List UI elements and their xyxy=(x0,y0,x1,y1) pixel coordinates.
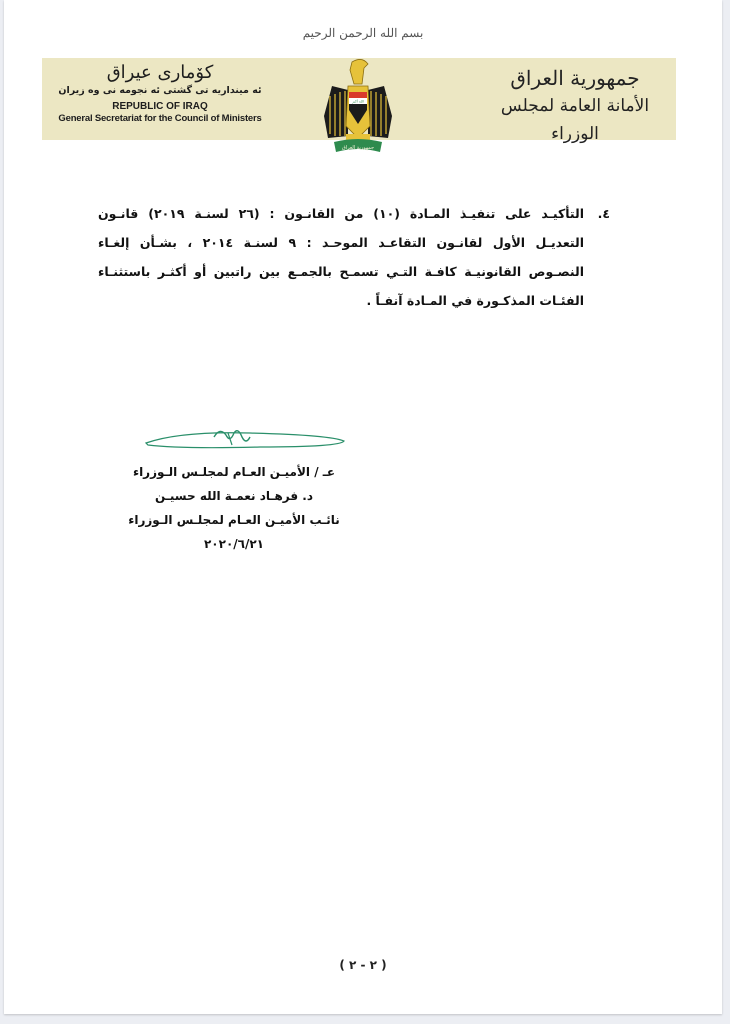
english-subtitle: General Secretariat for the Council of Ministers xyxy=(58,113,262,124)
body-line: النصـوص القانونيـة كافـة التـي تسمـح بالجمـع بين راتبين أو أكثـر باستثنـاء xyxy=(98,264,584,279)
on-behalf-line: عـ / الأميـن العـام لمجلـس الـوزراء xyxy=(132,465,336,479)
letterhead xyxy=(42,58,676,151)
body-line xyxy=(98,199,610,228)
basmala: بسم الله الرحمن الرحيم xyxy=(302,26,424,40)
eagle-wing-left xyxy=(324,86,348,138)
english-title: REPUBLIC OF IRAQ xyxy=(112,101,208,112)
arabic-title: جمهورية العراق xyxy=(510,66,640,90)
letterhead-left xyxy=(50,62,270,125)
iraq-eagle-emblem-icon xyxy=(318,56,398,160)
body-line: التعديـل الأول لقانـون التقاعـد الموحـد : ٩ لسنـة ٢٠١٤ ، بشـأن إلغـاء xyxy=(98,235,584,250)
shield-text: الله أكبر xyxy=(352,99,364,104)
document-page xyxy=(4,0,722,1014)
page-number: ( ٢ - ٢ ) xyxy=(339,958,387,972)
kurdish-title: كۆماری عیراق xyxy=(106,62,214,83)
document-date: ٢٠٢٠/٦/٢١ xyxy=(203,537,265,551)
body-line: الفئـات المذكـورة في المـادة آنفـاً . xyxy=(366,293,584,308)
arabic-subtitle: الأمانة العامة لمجلس الوزراء xyxy=(500,96,650,144)
kurdish-subtitle: ئه مینداریه تی گشتی ئه نجومه نی وه زیران xyxy=(58,85,262,96)
signature-block xyxy=(124,460,344,556)
banner-text: جمهورية العراق xyxy=(341,145,375,151)
body-paragraph xyxy=(98,199,610,315)
eagle-head xyxy=(350,59,368,84)
eagle-wing-right xyxy=(368,86,392,138)
handwritten-signature-icon xyxy=(140,423,350,457)
flag-black xyxy=(349,104,367,110)
signatory-title: نائـب الأميـن العـام لمجلـس الـوزراء xyxy=(128,513,340,527)
body-line-text: التأكيـد على تنفيـذ المـادة (١٠) من القانـون : (٢٦ لسنـة ٢٠١٩) قانـون xyxy=(98,206,584,221)
letterhead-right xyxy=(480,64,670,148)
item-number: ٤. xyxy=(597,206,610,221)
flag-red xyxy=(349,92,367,98)
signatory-name: د. فرهـاد نعمـة الله حسيـن xyxy=(155,489,313,503)
